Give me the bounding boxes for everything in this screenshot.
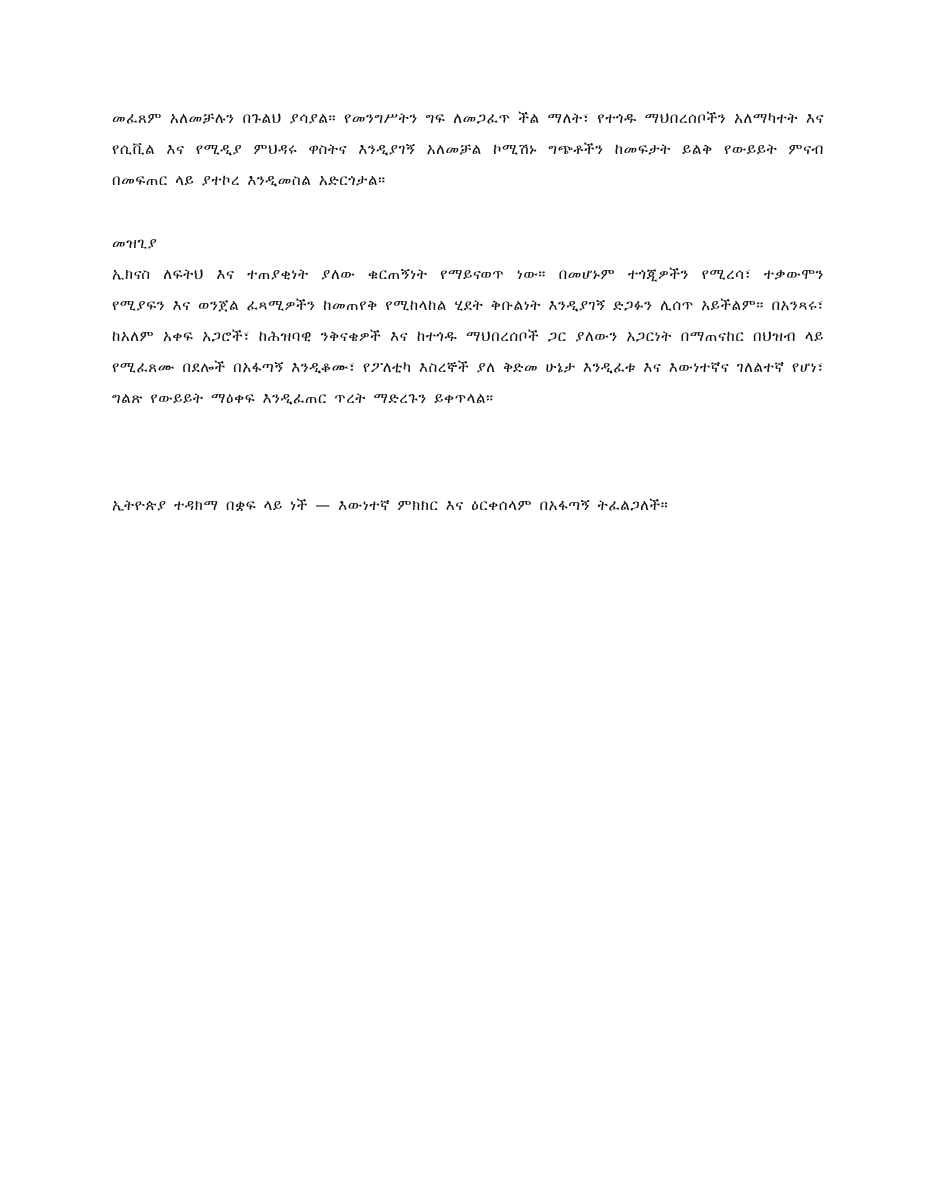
body-paragraph-1: መፈጸም አለመቻሉን በጉልህ ያሳያል። የመንግሥትን ግፍ ለመጋፈጥ ችል ማለት፣ የተጎዱ ማህበረሰቦችን አለማካተት እና የሲቪል እና የሚዲያ ምህዳሩ ዋስትና እንዲያገኝ አለመቻል ኮሚሽኑ ግጭቶችን ከመፍታት ይልቅ የውይይት ምናብ በመፍጠር ላይ ያተኮረ እንዲመስል አድርጎታል። <box>112 109 824 189</box>
section-heading-conclusion: መዝጊያ <box>112 234 158 252</box>
body-paragraph-2: ኢክናስ ለፍትህ እና ተጠያቂነት ያለው ቁርጠኝነት የማይናወጥ ነው። በመሆኑም ተጎጂዎችን የሚረሳ፣ ተቃውሞን የሚያፍን እና ወንጀል ፈጻሚዎችን ከመጠየቅ የሚከላከል ሂደት ቅቡልነት እንዲያገኝ ድጋፉን ሊሰጥ አይችልም። በአንጻሩ፣ ከአለም አቀፍ አጋሮች፣ ከሕዝባዊ ንቅናቄዎች እና ከተጎዱ ማህበረሰቦች ጋር ያለውን አጋርነት በማጠናከር በህዝብ ላይ የሚፈጸሙ በደሎች በአፋጣኝ እንዲቆሙ፣ የፖለቲካ እስረኞች ያለ ቅድመ ሁኔታ እንዲፈቱ እና እውነተኛና ገለልተኛ የሆነ፣ ግልጽ የውይይት ማዕቀፍ እንዲፈጠር ጥረት ማድረጉን ይቀጥላል። <box>112 265 824 407</box>
body-paragraph-3: ኢትዮጵያ ተዳክማ በቋፍ ላይ ነች — እውነተኛ ምክክር እና ዕርቀሰላም በአፋጣኝ ትፈልጋለች። <box>112 496 669 514</box>
